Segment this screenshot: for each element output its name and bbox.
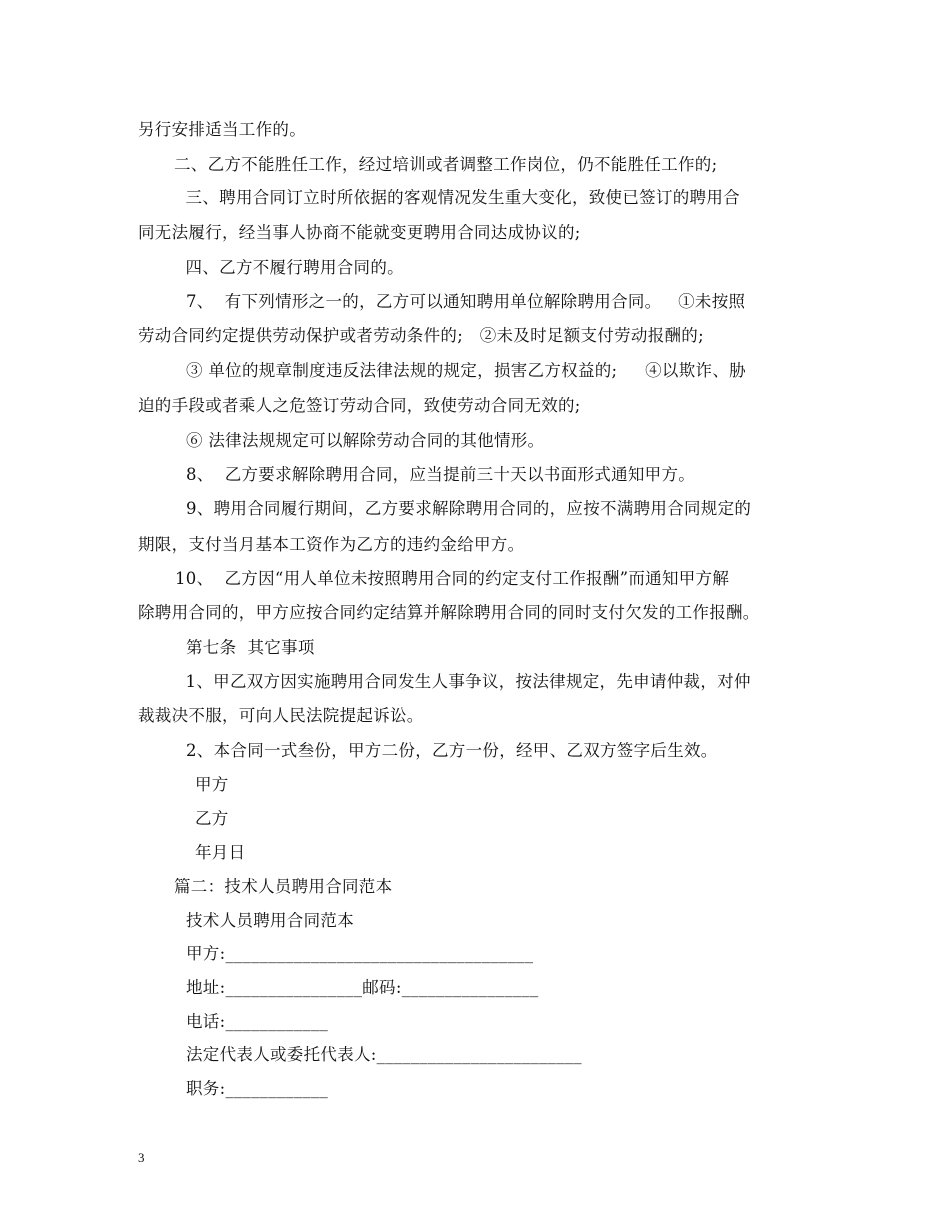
text-line-5: 四、乙方不履行聘用合同的。 bbox=[180, 258, 404, 277]
section-heading-7: 第七条 其它事项 bbox=[186, 638, 315, 657]
party-a-field: 甲方:____________________________________ bbox=[186, 944, 534, 963]
text-line-7: 劳动合同约定提供劳动保护或者劳动条件的; ②未及时足额支付劳动报酬的; bbox=[138, 326, 704, 345]
article-two-heading: 篇二：技术人员聘用合同范本 bbox=[174, 877, 393, 896]
contract-title: 技术人员聘用合同范本 bbox=[186, 911, 354, 930]
text-line-8: ③ 单位的规章制度违反法律法规的规定，损害乙方权益的; ④以欺诈、胁 bbox=[186, 361, 746, 380]
text-line-18: 裁裁决不服，可向人民法院提起诉讼。 bbox=[138, 706, 424, 725]
text-line-1: 另行安排适当工作的。 bbox=[138, 120, 306, 139]
address-postcode-field: 地址:________________邮码:________________ bbox=[186, 978, 539, 997]
text-line-17: 1、甲乙双方因实施聘用合同发生人事争议，按法律规定，先申请仲裁，对仲 bbox=[180, 672, 751, 691]
text-line-15: 除聘用合同的，甲方应按合同约定结算并解除聘用合同的同时支付欠发的工作报酬。 bbox=[138, 603, 760, 622]
signature-party-b: 乙方 bbox=[195, 809, 229, 828]
text-line-9: 迫的手段或者乘人之危签订劳动合同，致使劳动合同无效的; bbox=[138, 396, 581, 415]
signature-party-a: 甲方 bbox=[195, 775, 229, 794]
text-line-12: 9、聘用合同履行期间，乙方要求解除聘用合同的，应按不满聘用合同规定的 bbox=[186, 499, 752, 518]
representative-field: 法定代表人或委托代表人:________________________ bbox=[186, 1045, 582, 1064]
signature-date: 年月日 bbox=[195, 843, 246, 862]
text-line-2: 二、乙方不能胜任工作，经过培训或者调整工作岗位，仍不能胜任工作的; bbox=[174, 155, 718, 174]
text-line-13: 期限，支付当月基本工资作为乙方的违约金给甲方。 bbox=[138, 535, 525, 554]
text-line-14: 10、 乙方因“用人单位未按照聘用合同的约定支付工作报酬”而通知甲方解 bbox=[175, 569, 730, 588]
page-number: 3 bbox=[138, 1150, 145, 1165]
text-line-4: 同无法履行，经当事人协商不能就变更聘用合同达成协议的; bbox=[138, 223, 581, 242]
text-line-6: 7、 有下列情形之一的，乙方可以通知聘用单位解除聘用合同。 ①未按照 bbox=[186, 292, 746, 311]
text-line-3: 三、聘用合同订立时所依据的客观情况发生重大变化，致使已签订的聘用合 bbox=[180, 188, 740, 207]
text-line-10: ⑥ 法律法规规定可以解除劳动合同的其他情形。 bbox=[186, 431, 545, 450]
position-field: 职务:____________ bbox=[186, 1079, 329, 1098]
text-line-11: 8、 乙方要求解除聘用合同，应当提前三十天以书面形式通知甲方。 bbox=[186, 465, 696, 484]
phone-field: 电话:____________ bbox=[186, 1012, 329, 1031]
text-line-19: 2、本合同一式叁份，甲方二份，乙方一份，经甲、乙双方签字后生效。 bbox=[186, 741, 718, 760]
